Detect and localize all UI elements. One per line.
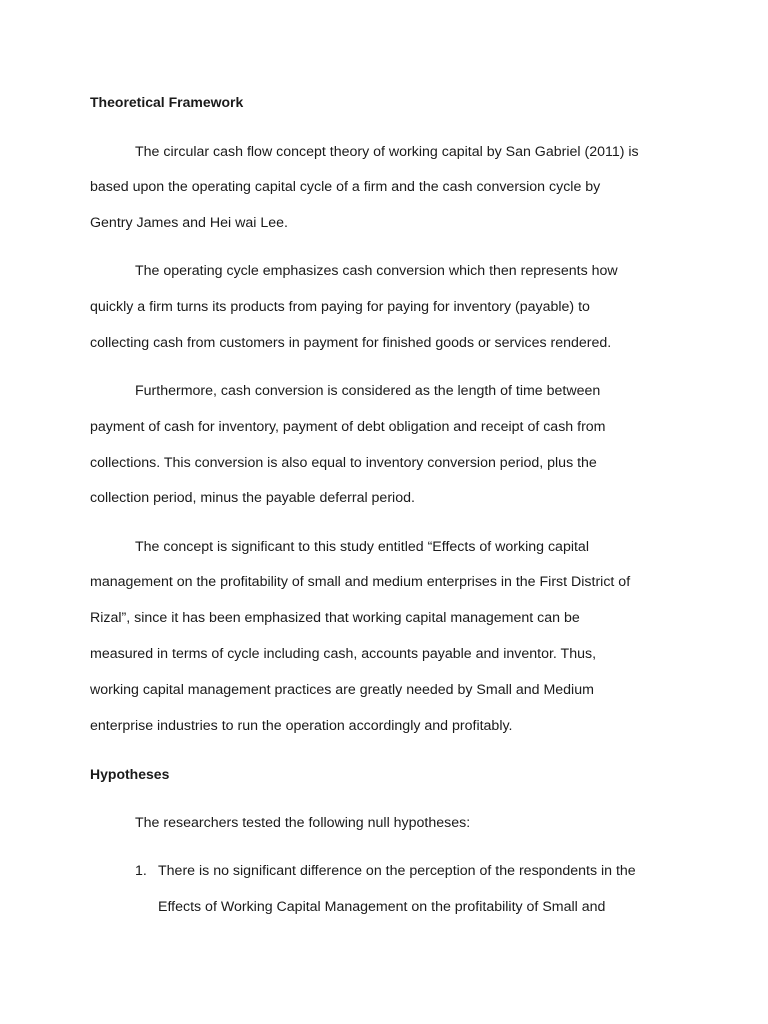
list-item-line-1: There is no significant difference on the perception of the respondents in the: [158, 863, 636, 879]
paragraph-4-line-3: Rizal”, since it has been emphasized that working capital management can be: [90, 610, 580, 626]
paragraph-2-line-2: quickly a firm turns its products from paying for paying for inventory (payable) to: [90, 299, 590, 315]
paragraph-1-line-3: Gentry James and Hei wai Lee.: [90, 215, 288, 231]
paragraph-4-line-4: measured in terms of cycle including cash, accounts payable and inventor. Thus,: [90, 646, 597, 662]
paragraph-3-line-3: collections. This conversion is also equal to inventory conversion period, plus the: [90, 455, 597, 471]
paragraph-1-line-1: The circular cash flow concept theory of working capital by San Gabriel (2011) is: [135, 144, 639, 160]
section-heading-theoretical-framework: Theoretical Framework: [90, 94, 244, 110]
paragraph-4-line-1: The concept is significant to this study entitled “Effects of working capital: [135, 539, 589, 555]
hypotheses-intro: The researchers tested the following null hypotheses:: [135, 815, 471, 831]
paragraph-4-line-5: working capital management practices are greatly needed by Small and Medium: [90, 682, 594, 698]
paragraph-1-line-2: based upon the operating capital cycle of a firm and the cash conversion cycle by: [90, 179, 601, 195]
paragraph-3-line-2: payment of cash for inventory, payment of debt obligation and receipt of cash from: [90, 419, 606, 435]
paragraph-2-line-3: collecting cash from customers in payment for finished goods or services rendered.: [90, 335, 612, 351]
paragraph-3-line-1: Furthermore, cash conversion is considered as the length of time between: [135, 383, 601, 399]
paragraph-3-line-4: collection period, minus the payable deferral period.: [90, 490, 415, 506]
list-item-number: 1.: [135, 863, 147, 879]
list-item-line-2: Effects of Working Capital Management on the profitability of Small and: [158, 899, 606, 915]
paragraph-4-line-2: management on the profitability of small and medium enterprises in the First District of: [90, 574, 631, 590]
paragraph-4-line-6: enterprise industries to run the operation accordingly and profitably.: [90, 718, 513, 734]
section-heading-hypotheses: Hypotheses: [90, 766, 170, 782]
paragraph-2-line-1: The operating cycle emphasizes cash conversion which then represents how: [135, 263, 618, 279]
